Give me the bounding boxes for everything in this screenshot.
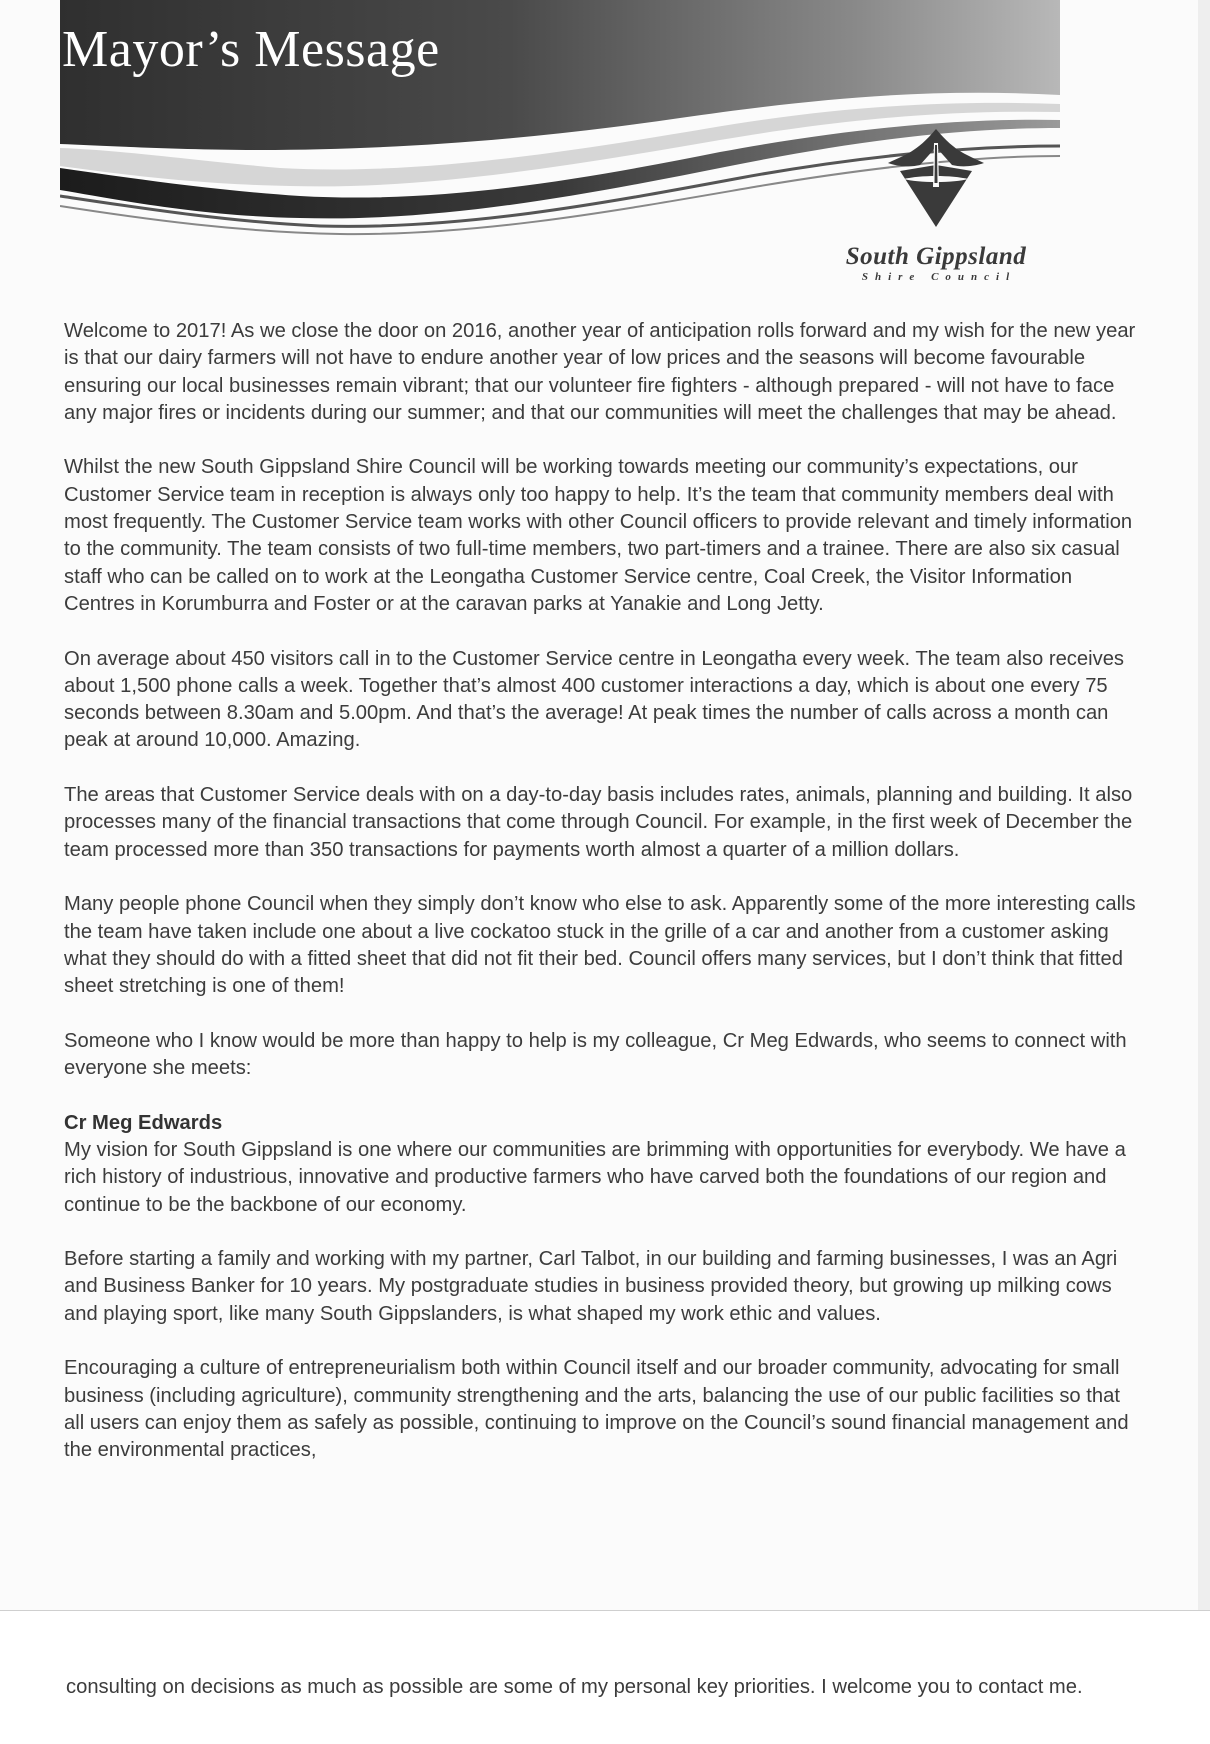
paragraph: On average about 450 visitors call in to the Customer Service centre in Leongatha every week. The team also receives about 1,500 phone calls a week. Together that’s almost 400 customer interactions a day, which is about one every 75 seconds between 8.30am and 5.00pm. And that’s the average! At peak times the number of calls across a month can peak at around 10,000. Amazing. xyxy=(64,647,1125,752)
logo-subtitle: Shire Council xyxy=(861,271,1017,283)
paragraph: Encouraging a culture of entrepreneurialism both within Council itself and our broader community, advocating for small business (including agriculture), community strengthening and the arts, balancing the use of our public facilities so that all users can enjoy them as safely as possible, continuing to improve on the Council’s sound financial management and the environmental practices, xyxy=(64,1357,1129,1462)
paragraph: My vision for South Gippsland is one where our communities are brimming with opportunities for everybody. We have a rich history of industrious, innovative and productive farmers who have carved both the foundations of our region and continue to be the backbone of our economy. xyxy=(64,1138,1126,1216)
paragraph: Before starting a family and working with my partner, Carl Talbot, in our building and farming businesses, I was an Agri and Business Banker for 10 years. My postgraduate studies in business provided theory, but growing up milking cows and playing sport, like many South Gippslanders, is what shaped my work ethic and values. xyxy=(64,1248,1118,1325)
logo-name: South Gippsland xyxy=(845,243,1027,270)
continued-paragraph: consulting on decisions as much as possible are some of my personal key priorities. I welcome you to contact me. xyxy=(66,1676,1083,1698)
page-divider xyxy=(0,1610,1210,1611)
page-title: Mayor’s Message xyxy=(62,21,440,78)
section-heading: Cr Meg Edwards xyxy=(64,1111,223,1134)
page-edge xyxy=(1198,0,1210,1610)
council-emblem-icon xyxy=(876,125,996,235)
paragraph: Whilst the new South Gippsland Shire Council will be working towards meeting our community’s expectations, our Customer Service team in reception is always only too happy to help. It’s the team that community members deal with most frequently. The Customer Service team works with other Council officers to provide relevant and timely information to the community. The team consists of two full-time members, two part-timers and a trainee. There are also six casual staff who can be called on to work at the Leongatha Customer Service centre, Coal Creek, the Visitor Information Centres in Korumburra and Foster or at the caravan parks at Yanakie and Long Jetty. xyxy=(64,456,1133,615)
paragraph: Many people phone Council when they simply don’t know who else to ask. Apparently some of the more interesting calls the team have taken include one about a live cockatoo stuck in the grille of a car and another from a customer asking what they should do with a fitted sheet that did not fit their bed. Council offers many services, but I don’t think that fitted sheet stretching is one of them! xyxy=(64,893,1136,998)
council-logo xyxy=(826,125,1046,285)
paragraph: The areas that Customer Service deals with on a day-to-day basis includes rates, animals, planning and building. It also processes many of the financial transactions that come through Council. For example, in the first week of December the team processed more than 350 transactions for payments worth almost a quarter of a million dollars. xyxy=(64,784,1133,861)
paragraph: Welcome to 2017! As we close the door on 2016, another year of anticipation rolls forward and my wish for the new year is that our dairy farmers will not have to endure another year of low prices and the seasons will become favourable ensuring our local businesses remain vibrant; that our volunteer fire fighters - although prepared - will not have to face any major fires or incidents during our summer; and that our communities will meet the challenges that may be ahead. xyxy=(64,320,1136,424)
paragraph: Someone who I know would be more than happy to help is my colleague, Cr Meg Edwards, who seems to connect with everyone she meets: xyxy=(64,1029,1127,1080)
message-body xyxy=(64,318,1144,1492)
